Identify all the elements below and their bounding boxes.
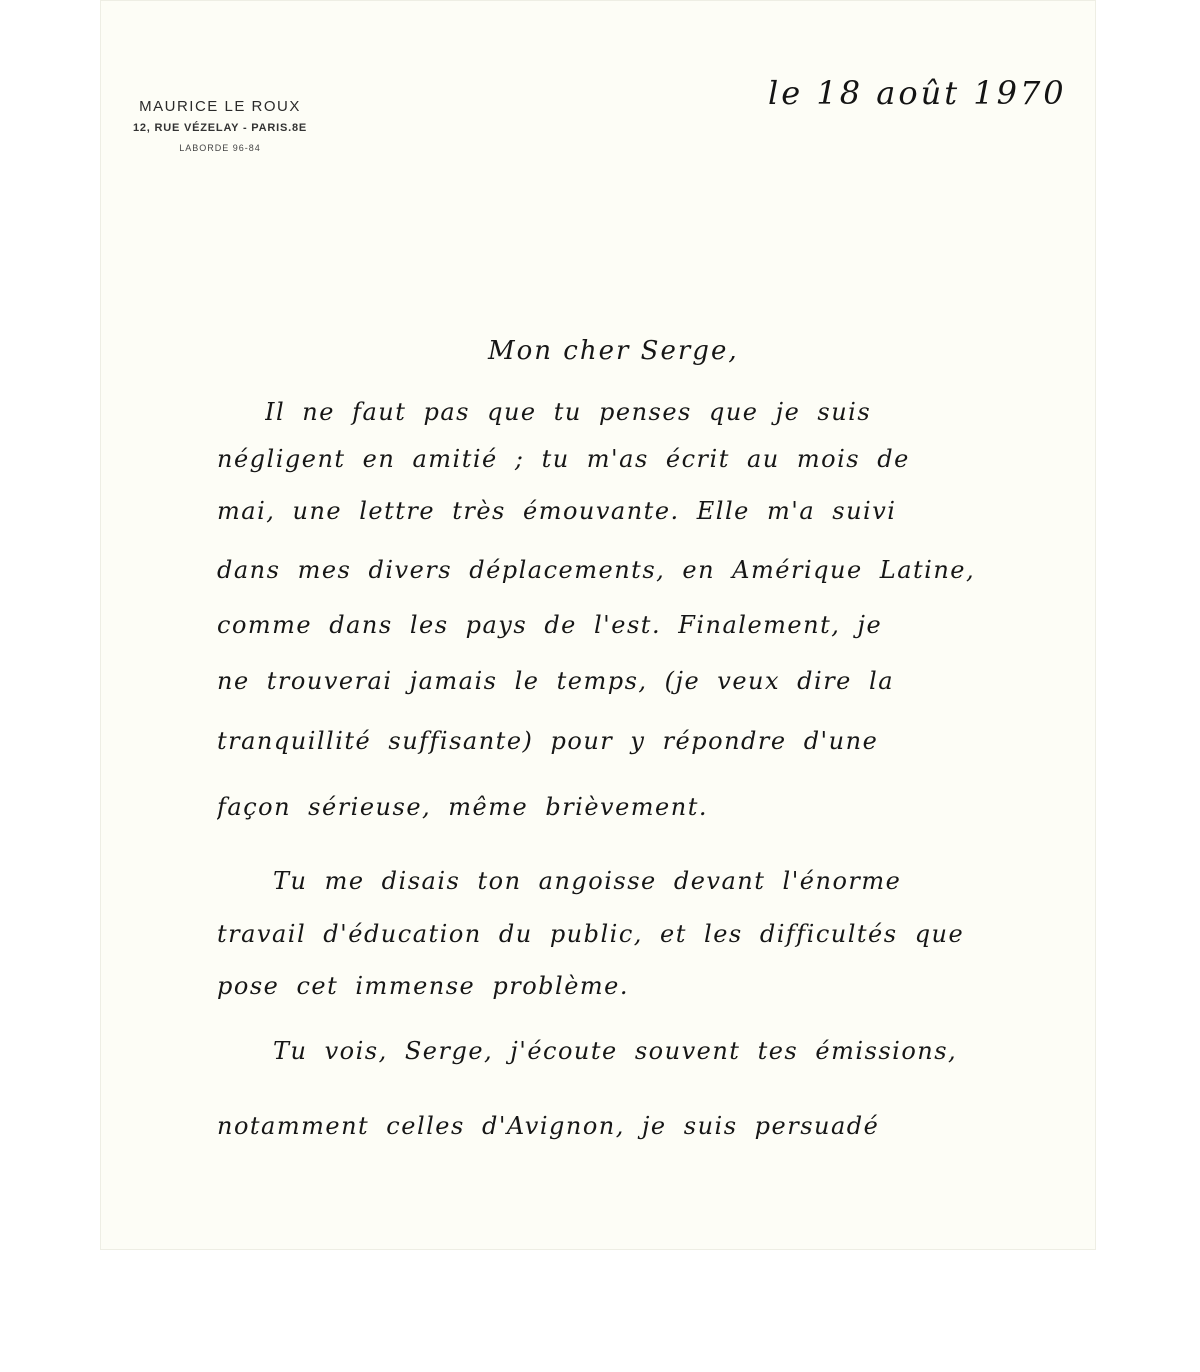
letterhead-address: 12, RUE VÉZELAY - PARIS.8E <box>132 122 308 134</box>
letterhead-name: MAURICE LE ROUX <box>139 98 301 115</box>
letter-line: notamment celles d'Avignon, je suis persuadé <box>217 1112 880 1140</box>
letterhead-phone: LABORDE 96-84 <box>179 143 261 153</box>
letter-line: tranquillité suffisante) pour y répondre d'une <box>217 727 879 755</box>
letter-line: Tu me disais ton angoisse devant l'énorme <box>273 867 902 895</box>
letter-salutation: Mon cher Serge, <box>488 336 739 366</box>
letter-date: le 18 août 1970 <box>768 74 1067 112</box>
letter-line: Il ne faut pas que tu penses que je suis <box>265 398 872 426</box>
letter-line: dans mes divers déplacements, en Amérique Latine, <box>217 556 976 584</box>
letter-line: Tu vois, Serge, j'écoute souvent tes émissions, <box>273 1037 958 1065</box>
letter-line: ne trouverai jamais le temps, (je veux dire la <box>217 667 894 695</box>
letter-line: façon sérieuse, même brièvement. <box>217 793 708 821</box>
letterhead <box>100 96 340 158</box>
letter-line: travail d'éducation du public, et les difficultés que <box>217 920 965 948</box>
letter-line: mai, une lettre très émouvante. Elle m'a suivi <box>217 497 897 525</box>
letter-line: comme dans les pays de l'est. Finalement, je <box>217 611 883 639</box>
letter-line: pose cet immense problème. <box>217 972 629 1000</box>
letter-line: négligent en amitié ; tu m'as écrit au mois de <box>217 445 910 473</box>
